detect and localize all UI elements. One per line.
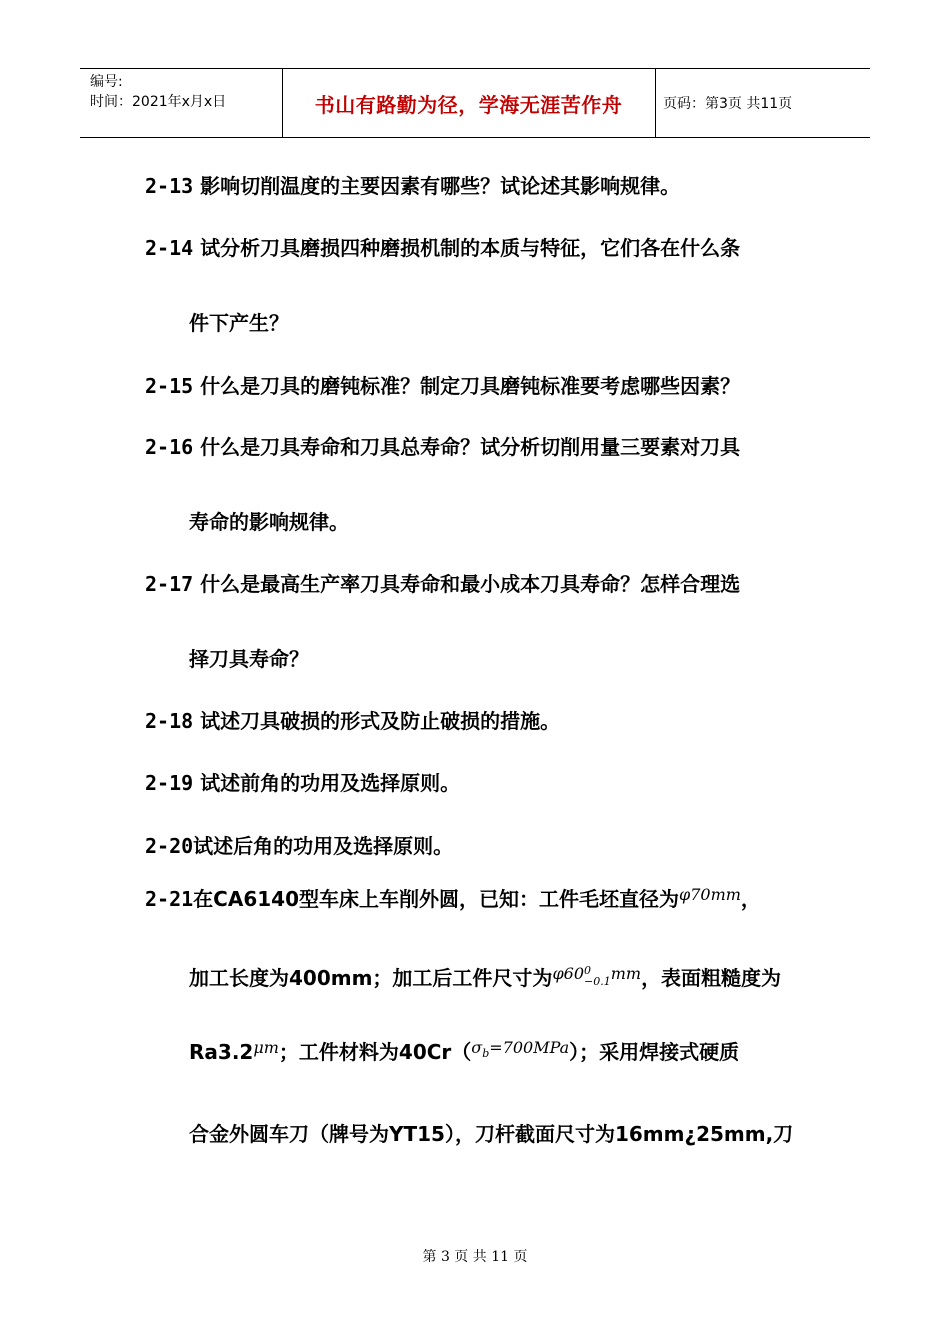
time-label: 时间：2021年x月x日 <box>90 94 227 110</box>
tolerance-formula: φ60 <box>552 964 584 983</box>
question-2-20: 2-20试述后角的功用及选择原则。 <box>145 834 454 858</box>
page-footer: 第 3 页 共 11 页 <box>422 1249 528 1265</box>
serial-label: 编号: <box>90 74 123 90</box>
question-2-21-line4: 合金外圆车刀（牌号为YT15），刀杆截面尺寸为16mm¿25mm,刀 <box>189 1122 794 1146</box>
question-2-19: 2-19 试述前角的功用及选择原则。 <box>145 771 461 795</box>
micron-unit: μm <box>253 1038 279 1057</box>
tolerance-stack: 0 −0.1 <box>584 963 611 988</box>
header-divider <box>655 69 656 137</box>
question-2-15: 2-15 什么是刀具的磨钝标准？制定刀具磨钝标准要考虑哪些因素？ <box>145 374 741 398</box>
question-2-21-line2: 加工长度为400mm；加工后工件尺寸为$^{\varphi 60}$ 0 −0.1 $^{mm}$，表面粗糙度为 <box>189 963 782 990</box>
question-2-16-cont: 寿命的影响规律。 <box>189 510 349 534</box>
header-page-info: 页码：第3页 共11页 <box>663 96 793 112</box>
question-2-14-cont: 件下产生？ <box>189 311 289 335</box>
question-2-17: 2-17 什么是最高生产率刀具寿命和最小成本刀具寿命？怎样合理选 <box>145 572 741 596</box>
question-2-16: 2-16 什么是刀具寿命和刀具总寿命？试分析切削用量三要素对刀具 <box>145 435 741 459</box>
diameter-formula: φ70mm <box>679 885 741 904</box>
question-2-14: 2-14 试分析刀具磨损四种磨损机制的本质与特征，它们各在什么条 <box>145 236 741 260</box>
question-2-18: 2-18 试述刀具破损的形式及防止破损的措施。 <box>145 709 561 733</box>
question-2-21-line3: $Ra3.2^{\mu m}$；工件材料为40Cr（$^{\sigma_b=700MPa}$）；采用焊接式硬质 <box>189 1038 740 1064</box>
question-2-17-cont: 择刀具寿命？ <box>189 647 309 671</box>
page-header <box>80 68 870 138</box>
stress-formula: σb=700MPa <box>471 1038 570 1061</box>
question-2-21: 2-21在CA6140型车床上车削外圆，已知：工件毛坯直径为$^{\varphi 70mm}$， <box>145 885 761 911</box>
question-2-13: 2-13 影响切削温度的主要因素有哪些？试论述其影响规律。 <box>145 174 681 198</box>
header-motto: 书山有路勤为径，学海无涯苦作舟 <box>314 92 623 117</box>
header-left <box>90 72 226 112</box>
